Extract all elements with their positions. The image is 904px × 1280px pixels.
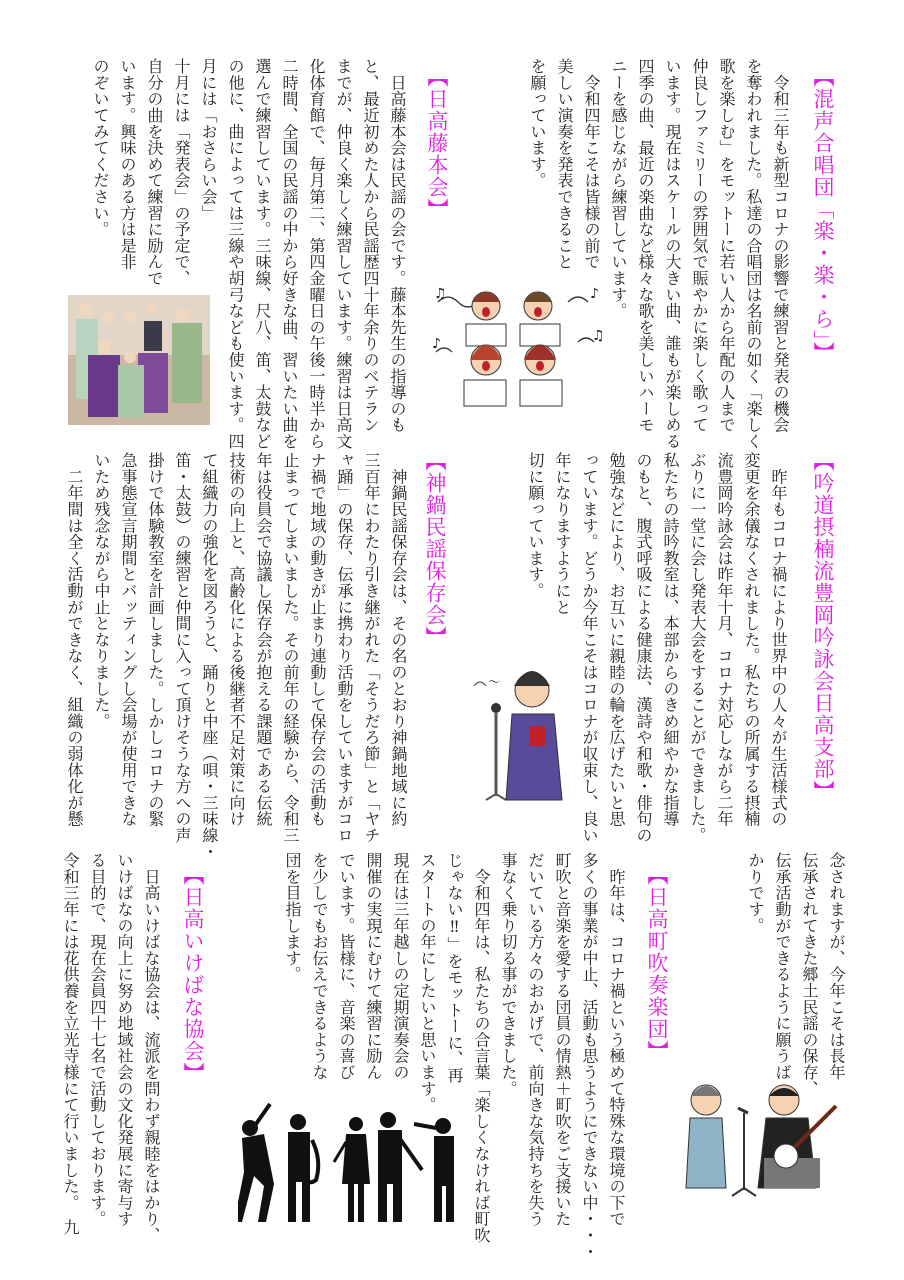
text-column: 多くの事業が中止、活動も思うようにできない中・・・ xyxy=(580,852,599,1260)
text-column: 勉強などにより、お互いに親睦の輪を広げたいと思 xyxy=(607,452,626,827)
text-column: でいます。皆様に、音楽の喜び xyxy=(337,852,356,1081)
text-column: 年になりますようにと xyxy=(553,452,572,615)
text-column: 令和四年こそは皆様の前で xyxy=(582,58,601,270)
section-title-ikebana: 【日高いけばな協会】 xyxy=(181,864,205,1084)
text-column: 変更を余儀なくされました。私たちの所属する摂楠 xyxy=(742,452,761,827)
svg-text:♫: ♫ xyxy=(434,286,447,302)
text-column: 団を目指します。 xyxy=(283,852,302,983)
text-column: ャ踊」の保存、伝承に携わり活動をしていますがコロ xyxy=(335,452,354,844)
svg-text:♫: ♫ xyxy=(592,328,605,344)
text-column: 開催の実現にむけて練習に励ん xyxy=(364,852,383,1081)
singer-with-microphone-icon xyxy=(468,656,568,806)
text-column: 現在は三年越しの定期演奏会の xyxy=(391,852,410,1081)
section-title-ginei: 【吟道摂楠流豊岡吟詠会日高支部】 xyxy=(811,450,835,802)
text-column: 流豊岡吟詠会は昨年十月、コロナ対応しながら二年 xyxy=(715,452,734,827)
text-column: 私たちの詩吟教室は、本部からのきめ細やかな指導 xyxy=(661,452,680,827)
text-column: 日高藤本会は民謡の会です。藤本先生の指導のも xyxy=(388,58,407,433)
text-column: います。現在はスケールの大きい曲、誰もが楽しめる xyxy=(663,58,682,450)
shamisen-duo-icon xyxy=(676,1078,856,1203)
text-column: 伝承されてきた郷土民謡の保存、 xyxy=(800,852,819,1097)
text-column: 技術の向上と、高齢化による後継者不足対策に向け xyxy=(227,452,246,827)
section-title-fujimoto: 【日高藤本会】 xyxy=(425,66,449,220)
text-column: て組織力の強化を図ろうと、踊りと中座（唄・三味線・ xyxy=(200,452,219,860)
text-column: 十月には「発表会」の予定で、 xyxy=(172,58,191,287)
text-column: のもと、腹式呼吸による健康法、漢詩や和歌・俳句の xyxy=(634,452,653,844)
text-column: 伝承活動ができるように願うば xyxy=(773,852,792,1081)
text-column: 仲良しファミリーの雰囲気で賑やかに楽しく歌って xyxy=(690,58,709,433)
text-column: じゃない‼」をモットーに、再 xyxy=(445,852,464,1084)
text-column: 化体育館で、毎月第二、第四金曜日の午後一時半から xyxy=(307,58,326,450)
text-column: 笛・太鼓）の練習と仲間に入って頂けそうな方への声 xyxy=(173,452,192,844)
text-column: ナ禍で地域の動きが止まり連動して保存会の活動も xyxy=(308,452,327,827)
text-column: を願っています。 xyxy=(528,58,547,189)
text-column: 月には「おさらい会」 xyxy=(199,58,218,221)
text-column: のぞいてみてください。 xyxy=(91,58,110,238)
section-title-konsei: 【混声合唱団「楽・楽・ら」】 xyxy=(811,66,835,364)
choir-singers-icon xyxy=(428,282,608,412)
text-column: と、最近初めた人から民謡歴四十年余りのベテラン xyxy=(361,58,380,433)
text-column: 急事態宣言期間とバッティングし会場が使用できな xyxy=(119,452,138,827)
text-column: 掛けで体験教室を計画しました。しかしコロナの緊 xyxy=(146,452,165,827)
brass-band-silhouette-icon xyxy=(238,1100,463,1225)
text-column: 神鍋民謡保存会は、その名のとおり神鍋地域に約 xyxy=(389,452,408,827)
text-column: 二時間、全国の民謡の中から好きな曲、習いたい曲を xyxy=(280,58,299,450)
text-column: いけばなの向上に努め地域社会の文化発展に寄与す xyxy=(115,852,134,1227)
text-column: 三百年にわたり引き継がれた「そうだろ節」と「ヤチ xyxy=(362,452,381,844)
text-column: ニーを感じながら練習しています。 xyxy=(609,58,628,319)
text-column: 事なく乗り切る事ができました。 xyxy=(499,852,518,1097)
text-column: だいている方々のおかげで、前向きな気持ちを失う xyxy=(526,852,545,1227)
svg-text:♪: ♪ xyxy=(590,286,599,302)
text-column: 自分の曲を決めて練習に励んで xyxy=(145,58,164,287)
text-column: る目的で、現在会員四十七名で活動しております。 xyxy=(88,852,107,1227)
text-column: 日高いけばな協会は、流派を問わず親睦をはかり、 xyxy=(142,852,161,1244)
text-column: 選んで練習しています。三味線、尺八、笛、太鼓など xyxy=(253,58,272,450)
text-column: の他に、曲によっては三線や胡弓なども使います。四 xyxy=(226,58,245,450)
text-column: っています。どうか今年こそはコロナが収束し、良い xyxy=(580,452,599,844)
svg-text:♪: ♪ xyxy=(432,336,441,352)
text-column: 年は役員会で協議し保存会が抱える課題である伝統 xyxy=(254,452,273,827)
section-body-kannabe xyxy=(61,452,412,860)
section-title-kannabe: 【神鍋民謡保存会】 xyxy=(423,450,447,648)
text-column: 令和四年は、私たちの合言葉「楽しくなければ町吹 xyxy=(472,852,491,1244)
text-column: いため残念ながら中止となりました。 xyxy=(92,452,111,730)
group-photo xyxy=(68,295,210,425)
text-column: 美しい演奏を発表できること xyxy=(555,58,574,270)
text-column: 令和三年には花供養を立光寺様にて行いました。 九 xyxy=(61,852,80,1236)
section-body-kannabe-continued xyxy=(742,852,850,1097)
text-column: 四季の曲、最近の楽曲など様々な歌を美しいハーモ xyxy=(636,58,655,433)
text-column: 令和三年も新型コロナの影響で練習と発表の機会 xyxy=(771,58,790,433)
text-column: 二年間は全く活動ができなく、組織の弱体化が懸 xyxy=(65,452,84,827)
svg-text:〜: 〜 xyxy=(488,675,501,689)
text-column: かりです。 xyxy=(746,852,765,934)
text-column: 昨年もコロナ禍により世界中の人々が生活様式の xyxy=(769,452,788,827)
text-column: スタートの年にしたいと思います。 xyxy=(418,852,437,1113)
text-column: 止まってしまいました。その前年の経験から、令和三 xyxy=(281,452,300,844)
text-column: ぶりに一堂に会し発表大会をすることができました。 xyxy=(688,452,707,844)
text-column: 念されますが、今年こそは長年 xyxy=(827,852,846,1081)
text-column: を少しでもお伝えできるような xyxy=(310,852,329,1081)
text-column: 町吹と音楽を愛する団員の情熱＋町吹をご支援いた xyxy=(553,852,572,1227)
text-column: までが、仲良く楽しく練習しています。練習は日高文 xyxy=(334,58,353,450)
text-column: います。興味のある方は是非 xyxy=(118,58,137,270)
text-column: 切に願っています。 xyxy=(526,452,545,599)
text-column: を奪われました。私達の合唱団は名前の如く「楽しく xyxy=(744,58,763,450)
text-column: 昨年は、コロナ禍という極めて特殊な環境の下で xyxy=(607,852,626,1227)
section-title-suisougaku: 【日高町吹奏楽団】 xyxy=(645,864,669,1062)
text-column: 歌を楽しむ」をモットーに若い人から年配の人まで xyxy=(717,58,736,433)
section-body-ikebana xyxy=(57,852,165,1243)
